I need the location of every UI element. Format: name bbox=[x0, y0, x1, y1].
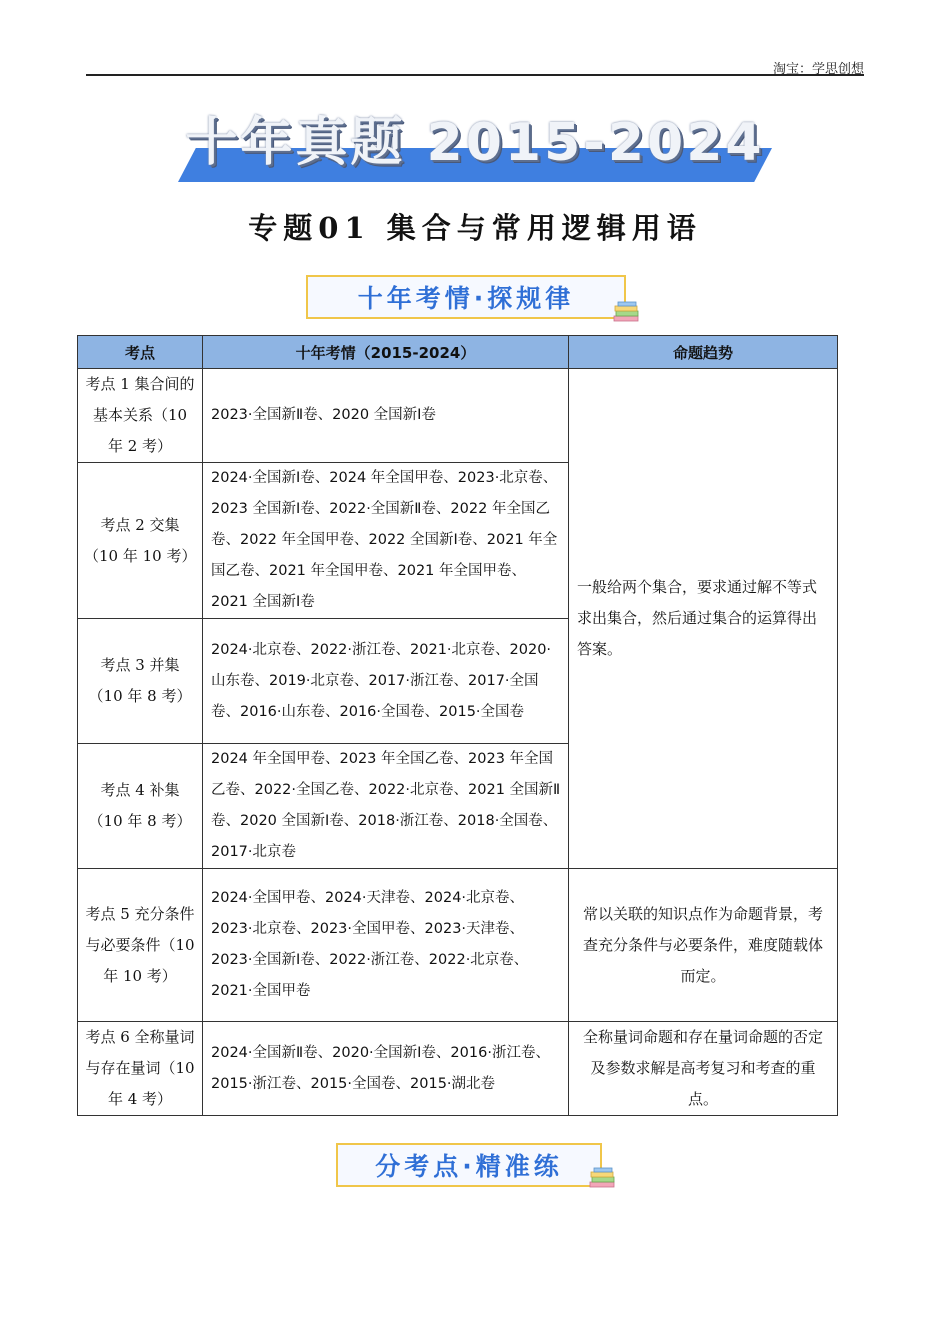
papers-cell: 2024·全国甲卷、2024·天津卷、2024·北京卷、2023·北京卷、2023·全国甲卷、2023·天津卷、2023·全国新Ⅰ卷、2022·浙江卷、2022·北京卷、2021·全国甲卷 bbox=[203, 869, 569, 1022]
books-icon bbox=[588, 1166, 618, 1190]
papers-cell: 2024 年全国甲卷、2023 年全国乙卷、2023 年全国乙卷、2022·全国乙卷、2022·北京卷、2021 全国新Ⅱ卷、2020 全国新Ⅰ卷、2018·浙江卷、2018·全国卷、2017·北京卷 bbox=[203, 744, 569, 869]
column-header-trend: 命题趋势 bbox=[569, 336, 838, 369]
column-header-topic: 考点 bbox=[78, 336, 203, 369]
table-row bbox=[78, 869, 838, 1022]
trend-cell: 全称量词命题和存在量词命题的否定及参数求解是高考复习和考查的重点。 bbox=[569, 1022, 838, 1116]
topic-cell: 考点 5 充分条件与必要条件（10 年 10 考） bbox=[78, 869, 203, 1022]
exam-summary-table bbox=[77, 335, 838, 1116]
table-row bbox=[78, 369, 838, 463]
papers-cell: 2024·全国新Ⅱ卷、2020·全国新Ⅰ卷、2016·浙江卷、2015·浙江卷、2015·全国卷、2015·湖北卷 bbox=[203, 1022, 569, 1116]
title-banner bbox=[178, 110, 772, 186]
table-row bbox=[78, 1022, 838, 1116]
header-source: 淘宝：学思创想 bbox=[772, 62, 864, 77]
banner-title: 十年真题 2015-2024 bbox=[185, 113, 765, 173]
trend-cell-sets: 一般给两个集合，要求通过解不等式求出集合，然后通过集合的运算得出答案。 bbox=[569, 369, 838, 869]
papers-cell: 2023·全国新Ⅱ卷、2020 全国新Ⅰ卷 bbox=[203, 369, 569, 463]
topic-cell: 考点 4 补集（10 年 8 考） bbox=[78, 744, 203, 869]
trend-cell: 常以关联的知识点作为命题背景，考查充分条件与必要条件，难度随载体而定。 bbox=[569, 869, 838, 1022]
papers-cell: 2024·北京卷、2022·浙江卷、2021·北京卷、2020·山东卷、2019·北京卷、2017·浙江卷、2017·全国卷、2016·山东卷、2016·全国卷、2015·全国卷 bbox=[203, 619, 569, 744]
topic-cell: 考点 2 交集（10 年 10 考） bbox=[78, 463, 203, 619]
topic-cell: 考点 6 全称量词与存在量词（10 年 4 考） bbox=[78, 1022, 203, 1116]
header-divider bbox=[86, 74, 864, 76]
topic-cell: 考点 1 集合间的基本关系（10 年 2 考） bbox=[78, 369, 203, 463]
column-header-history: 十年考情（2015-2024） bbox=[203, 336, 569, 369]
page-title: 专题01 集合与常用逻辑用语 bbox=[248, 211, 702, 245]
topic-cell: 考点 3 并集（10 年 8 考） bbox=[78, 619, 203, 744]
table-header-row bbox=[78, 336, 838, 369]
section-label-analysis: 十年考情·探规律 bbox=[306, 275, 626, 319]
books-icon bbox=[612, 300, 642, 324]
papers-cell: 2024·全国新Ⅰ卷、2024 年全国甲卷、2023·北京卷、2023 全国新Ⅰ卷、2022·全国新Ⅱ卷、2022 年全国乙卷、2022 年全国甲卷、2022 全国新Ⅰ卷、2021 年全国乙卷、2021 年全国甲卷、2021 年全国甲卷、2021 全国新Ⅰ卷 bbox=[203, 463, 569, 619]
section-label-practice: 分考点·精准练 bbox=[336, 1143, 602, 1187]
